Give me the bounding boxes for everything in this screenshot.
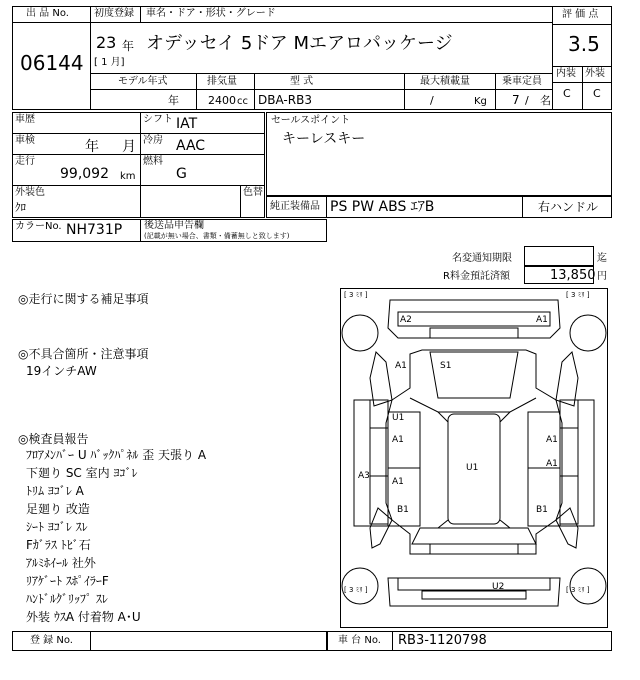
first-reg-month: [ 1 月] (94, 57, 125, 68)
inspector-title: ◎検査員報告 (18, 432, 89, 446)
max-load-label: 最大積載量 (420, 76, 470, 87)
ext-color-label: 外装色 (15, 187, 45, 198)
name-change-label: 名変通知期限 (452, 253, 512, 264)
mark-front-bumper-left: A2 (400, 315, 412, 325)
shift-value: IAT (176, 116, 198, 132)
ac-label: 冷房 (143, 135, 163, 146)
displacement-unit: cc (237, 96, 248, 107)
car-name: オデッセイ 5ドア Mエアロパッケージ (146, 33, 453, 54)
inspector-line: Fｶﾞﾗｽ ﾄﾋﾞ石 (26, 538, 91, 552)
rating-value: 3.5 (568, 32, 600, 56)
inspector-line: 外装 ｳｽA 付着物 A･U (26, 610, 141, 624)
tire-depth-front-right: [ 3 ﾐﾘ ] (566, 291, 590, 299)
mark-front-door-left-a: A1 (392, 435, 404, 445)
tire-depth-front-left: [ 3 ﾐﾘ ] (344, 291, 368, 299)
defect-item: 19インチAW (26, 364, 97, 378)
sales-point-label: セールスポイント (271, 115, 351, 126)
docs-note: (記載が無い場合、書類・備蓄無しと致します) (144, 232, 290, 240)
max-load-unit: Kg (474, 96, 487, 107)
inspector-line: ﾌﾛｱﾒﾝﾊﾞｰ U ﾊﾞｯｸﾊﾟﾈﾙ 歪 天張り A (26, 448, 207, 462)
displacement-value: 2400 (208, 94, 236, 107)
inspection-month-unit: 月 (122, 139, 136, 155)
interior-grade: C (563, 87, 571, 100)
vehicle-diagram (340, 288, 608, 628)
displacement-label: 排気量 (207, 76, 237, 87)
mileage-unit: km (120, 171, 136, 182)
name-change-unit: 迄 (597, 253, 607, 264)
shift-label: シフト (143, 114, 173, 125)
inspector-line: ﾊﾝﾄﾞﾙｸﾞﾘｯﾌﾟ ｽﾚ (26, 592, 108, 606)
lot-number: 06144 (20, 51, 84, 75)
inspector-line: 足廻り 改造 (26, 502, 90, 516)
capacity-sep: / (525, 94, 529, 107)
mark-quarter-right: B1 (536, 505, 548, 515)
inspector-line: ﾄﾘﾑ ﾖｺﾞﾚ A (26, 484, 84, 498)
mark-front-door-left-u: U1 (392, 413, 405, 423)
first-reg-label: 初度登録 (94, 8, 134, 19)
mileage-value: 99,092 (60, 166, 109, 182)
name-change-field (524, 246, 594, 266)
fuel-label: 燃料 (143, 156, 163, 167)
lot-label: 出 品 No. (26, 8, 69, 19)
fuel-value: G (176, 166, 187, 182)
first-reg-year: 23 (96, 33, 117, 52)
car-name-label: 車名・ドア・形状・グレード (146, 8, 276, 19)
model-code: DBA-RB3 (258, 93, 312, 107)
capacity-value: 7 (512, 93, 520, 107)
history-label: 車歴 (15, 114, 35, 125)
equipment-value: PS PW ABS ｴｱB (330, 199, 435, 215)
steering-value: 右ハンドル (538, 200, 599, 214)
exterior-label: 外装 (585, 68, 605, 79)
chassis-label: 車 台 No. (338, 635, 381, 646)
type-label: 型 式 (290, 76, 314, 87)
mileage-label: 走行 (15, 156, 35, 167)
color-no-value: NH731P (66, 222, 123, 238)
docs-label: 後送品申告欄 (144, 220, 204, 231)
mark-fender-left: A1 (395, 361, 407, 371)
mark-roof: U1 (466, 463, 479, 473)
model-year-label: モデル年式 (118, 76, 168, 87)
color-no-label: カラーNo. (15, 221, 62, 232)
capacity-unit: 名 (540, 94, 551, 107)
defects-title: ◎不具合箇所・注意事項 (18, 347, 149, 361)
mark-rear-door-right: A1 (546, 459, 558, 469)
mark-rear-bumper: U2 (492, 582, 505, 592)
first-reg-year-unit: 年 (122, 39, 135, 53)
registration-label: 登 録 No. (30, 635, 73, 646)
inspector-line: ｱﾙﾐﾎｲｰﾙ 社外 (26, 556, 96, 570)
equipment-label: 純正装備品 (270, 201, 320, 212)
chassis-number: RB3-1120798 (398, 633, 487, 648)
exterior-grade: C (593, 87, 601, 100)
tire-depth-rear-right: [ 3 ﾐﾘ ] (566, 586, 590, 594)
max-load-value: / (430, 94, 434, 107)
mark-front-door-right: A1 (546, 435, 558, 445)
mark-hood: S1 (440, 361, 452, 371)
ext-color-value: ｸﾛ (15, 201, 26, 214)
recycle-amount: 13,850 (550, 268, 596, 283)
driving-notes-title: ◎走行に関する補足事項 (18, 292, 149, 306)
inspector-line: ｼｰﾄ ﾖｺﾞﾚ ｽﾚ (26, 520, 88, 534)
mark-quarter-left: B1 (397, 505, 409, 515)
recycle-label: R料金預託済額 (443, 271, 510, 282)
recycle-unit: 円 (597, 271, 607, 282)
inspection-year-unit: 年 (85, 139, 99, 155)
tire-depth-rear-left: [ 3 ﾐﾘ ] (344, 586, 368, 594)
model-year-unit: 年 (168, 94, 179, 107)
mark-rear-door-left: A1 (392, 477, 404, 487)
mark-front-bumper-right: A1 (536, 315, 548, 325)
rating-label: 評 価 点 (562, 9, 599, 20)
history-frame (12, 112, 265, 218)
ac-value: AAC (176, 138, 206, 154)
repaint-label: 色替 (243, 187, 263, 198)
inspection-label: 車検 (15, 135, 35, 146)
capacity-label: 乗車定員 (502, 76, 542, 87)
mark-sill-left: A3 (358, 471, 370, 481)
sales-point-value: キーレスキー (282, 131, 366, 147)
inspector-line: 下廻り SC 室内 ﾖｺﾞﾚ (26, 466, 138, 480)
interior-label: 内装 (556, 68, 576, 79)
inspector-line: ﾘｱｹﾞｰﾄ ｽﾎﾟｲﾗｰF (26, 574, 109, 588)
